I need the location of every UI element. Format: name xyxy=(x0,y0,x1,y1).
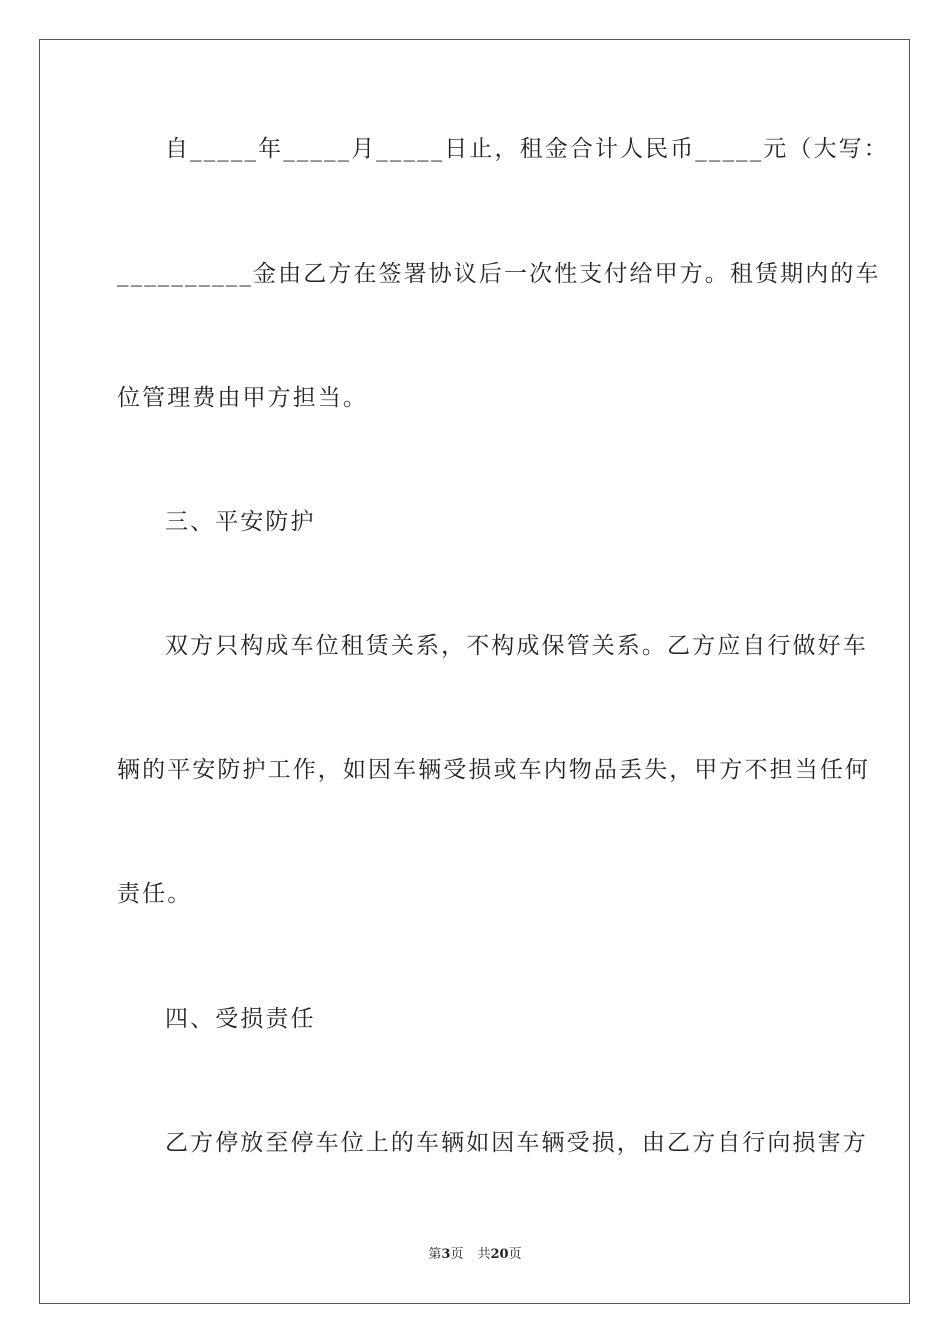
page-suffix: 页 xyxy=(450,1247,464,1262)
section-heading: 四、受损责任 xyxy=(165,1006,316,1032)
page-prefix: 第 xyxy=(428,1247,442,1262)
page-number: 3 xyxy=(441,1247,451,1262)
paragraph-line: 辆的平安防护工作，如因车辆受损或车内物品丢失，甲方不担当任何 xyxy=(117,757,870,783)
page-border xyxy=(39,39,910,1304)
total-prefix: 共 xyxy=(477,1247,491,1262)
paragraph-line: 双方只构成车位租赁关系，不构成保管关系。乙方应自行做好车 xyxy=(165,633,868,659)
paragraph-line: 自_____年_____月_____日止，租金合计人民币_____元（大写： xyxy=(165,136,889,162)
paragraph-line: 责任。 xyxy=(117,881,193,907)
paragraph-line: 位管理费由甲方担当。 xyxy=(117,385,368,411)
paragraph-line: 乙方停放至停车位上的车辆如因车辆受损，由乙方自行向损害方 xyxy=(165,1130,868,1156)
section-heading: 三、平安防护 xyxy=(165,509,316,535)
total-suffix: 页 xyxy=(508,1247,522,1262)
page-footer xyxy=(0,1247,950,1263)
paragraph-line: __________金由乙方在签署协议后一次性支付给甲方。租赁期内的车 xyxy=(117,261,881,287)
total-pages: 20 xyxy=(490,1247,509,1262)
